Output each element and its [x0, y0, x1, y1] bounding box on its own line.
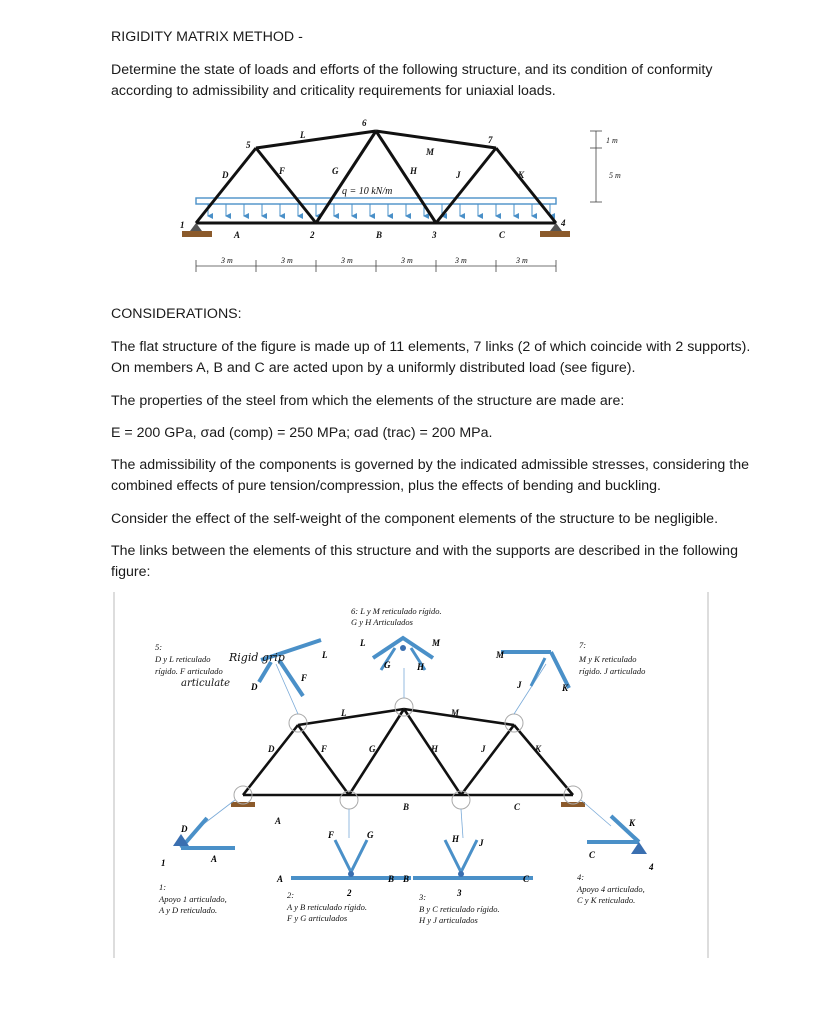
note-1-line3: A y D reticulado.	[159, 905, 218, 915]
note-4-line1: 4:	[577, 872, 585, 882]
span-1: 3 m	[221, 256, 233, 265]
distributed-load-band	[196, 198, 556, 204]
intro-paragraph: Determine the state of loads and efforts of the following structure, and its condition of conformity according to admissibility and criticality requirements for uniaxial loads.	[111, 62, 713, 99]
node-3: 3	[432, 230, 437, 240]
svg-text:K: K	[562, 683, 569, 693]
considerations-title: CONSIDERATIONS:	[111, 306, 242, 322]
member-F: F	[279, 166, 286, 176]
svg-text:L: L	[360, 638, 366, 648]
svg-text:M: M	[432, 638, 441, 648]
member-G: G	[332, 166, 339, 176]
svg-text:B: B	[403, 802, 410, 812]
member-A: A	[234, 230, 241, 240]
svg-text:D: D	[181, 824, 188, 834]
note-2-line2: A y B reticulado rígido.	[287, 902, 368, 912]
handwritten-rigid-grip: Rigid grip	[229, 651, 285, 664]
svg-text:1: 1	[161, 858, 166, 868]
svg-text:B: B	[388, 874, 395, 884]
svg-text:B: B	[403, 874, 410, 884]
svg-text:G: G	[369, 744, 376, 754]
member-H: H	[410, 166, 418, 176]
note-5-line2: D y L reticulado	[155, 654, 211, 664]
dim-1m: 1 m	[606, 136, 618, 145]
svg-text:4: 4	[649, 862, 654, 872]
note-1-line2: Apoyo 1 articulado,	[159, 894, 227, 904]
svg-text:G: G	[367, 830, 374, 840]
para-self-weight: Consider the effect of the self-weight of the component elements of the structure to be negligible.	[111, 511, 719, 527]
svg-text:J: J	[481, 744, 486, 754]
node-7: 7	[488, 135, 493, 145]
member-B: B	[376, 230, 383, 240]
member-M: M	[426, 147, 435, 157]
svg-text:K: K	[629, 818, 636, 828]
svg-text:C: C	[589, 850, 596, 860]
svg-text:A: A	[275, 816, 282, 826]
span-5: 3 m	[455, 256, 467, 265]
para-properties: The properties of the steel from which the elements of the structure are made are:	[111, 393, 625, 409]
truss-load-figure	[166, 112, 684, 300]
svg-text:G: G	[384, 660, 391, 670]
svg-text:H: H	[431, 744, 439, 754]
svg-text:F: F	[321, 744, 328, 754]
note-5-line1: 5:	[155, 642, 163, 652]
para-steel-values: E = 200 GPa, σad (comp) = 250 MPa; σad (trac) = 200 MPa.	[111, 425, 493, 441]
note-3-line2: B y C reticulado rígido.	[419, 904, 500, 914]
svg-text:C: C	[523, 874, 530, 884]
span-4: 3 m	[401, 256, 413, 265]
note-3-line1: 3:	[419, 892, 427, 902]
member-L: L	[300, 130, 306, 140]
svg-text:L: L	[341, 708, 347, 718]
note-3-line3: H y J articulados	[419, 915, 478, 925]
note-2-line3: F y G articulados	[287, 913, 348, 923]
member-D: D	[222, 170, 229, 180]
note-6-line1: 6: L y M reticulado rígido.	[351, 606, 442, 616]
para-structure: The flat structure of the figure is made up of 11 elements, 7 links (2 of which coincide with 2 supports). On members A, B and C are acted upon by a uniformly distributed load (see figure).	[111, 339, 751, 376]
member-J: J	[456, 170, 461, 180]
member-K: K	[518, 170, 525, 180]
note-6-line2: G y H Articulados	[351, 617, 413, 627]
svg-text:2: 2	[347, 888, 352, 898]
handwritten-articulate: articulate	[181, 678, 231, 689]
svg-text:C: C	[514, 802, 521, 812]
node-2: 2	[310, 230, 315, 240]
support-4	[540, 223, 570, 237]
svg-text:F: F	[301, 673, 308, 683]
dim-5m: 5 m	[609, 171, 621, 180]
svg-text:J: J	[517, 680, 522, 690]
span-6: 3 m	[516, 256, 528, 265]
member-C: C	[499, 230, 506, 240]
note-7-line3: rígido. J articulado	[579, 666, 646, 676]
note-7-line1: 7:	[579, 640, 587, 650]
para-links: The links between the elements of this structure and with the supports are described in the following figure:	[111, 543, 738, 580]
svg-text:M: M	[451, 708, 460, 718]
node-5: 5	[246, 140, 251, 150]
svg-text:A: A	[277, 874, 284, 884]
svg-text:D: D	[268, 744, 275, 754]
span-3: 3 m	[341, 256, 353, 265]
links-detail-figure	[111, 592, 711, 958]
svg-text:K: K	[535, 744, 542, 754]
heading: RIGIDITY MATRIX METHOD -	[111, 29, 303, 45]
svg-text:M: M	[496, 650, 505, 660]
note-7-line2: M y K reticulado	[579, 654, 637, 664]
svg-text:J: J	[479, 838, 484, 848]
node-6: 6	[362, 118, 367, 128]
note-4-line2: Apoyo 4 articulado,	[577, 884, 645, 894]
svg-text:L: L	[322, 650, 328, 660]
node-1: 1	[180, 220, 185, 230]
svg-text:H: H	[452, 834, 460, 844]
note-5-line3: rígido. F articulado	[155, 666, 223, 676]
para-admissibility: The admissibility of the components is governed by the indicated admissible stresses, considering the combined effects of pure tension/compression, plus the effects of bending and buckling.	[111, 457, 749, 494]
node-4: 4	[561, 218, 566, 228]
support-1	[182, 223, 212, 237]
note-4-line3: C y K reticulado.	[577, 895, 636, 905]
span-2: 3 m	[281, 256, 293, 265]
load-arrows	[208, 204, 550, 216]
svg-text:D: D	[251, 682, 258, 692]
svg-text:H: H	[417, 662, 425, 672]
svg-text:3: 3	[457, 888, 462, 898]
note-2-line1: 2:	[287, 890, 295, 900]
note-1-line1: 1:	[159, 882, 167, 892]
load-label: q = 10 kN/m	[342, 186, 393, 197]
svg-text:A: A	[211, 854, 218, 864]
svg-text:F: F	[328, 830, 335, 840]
